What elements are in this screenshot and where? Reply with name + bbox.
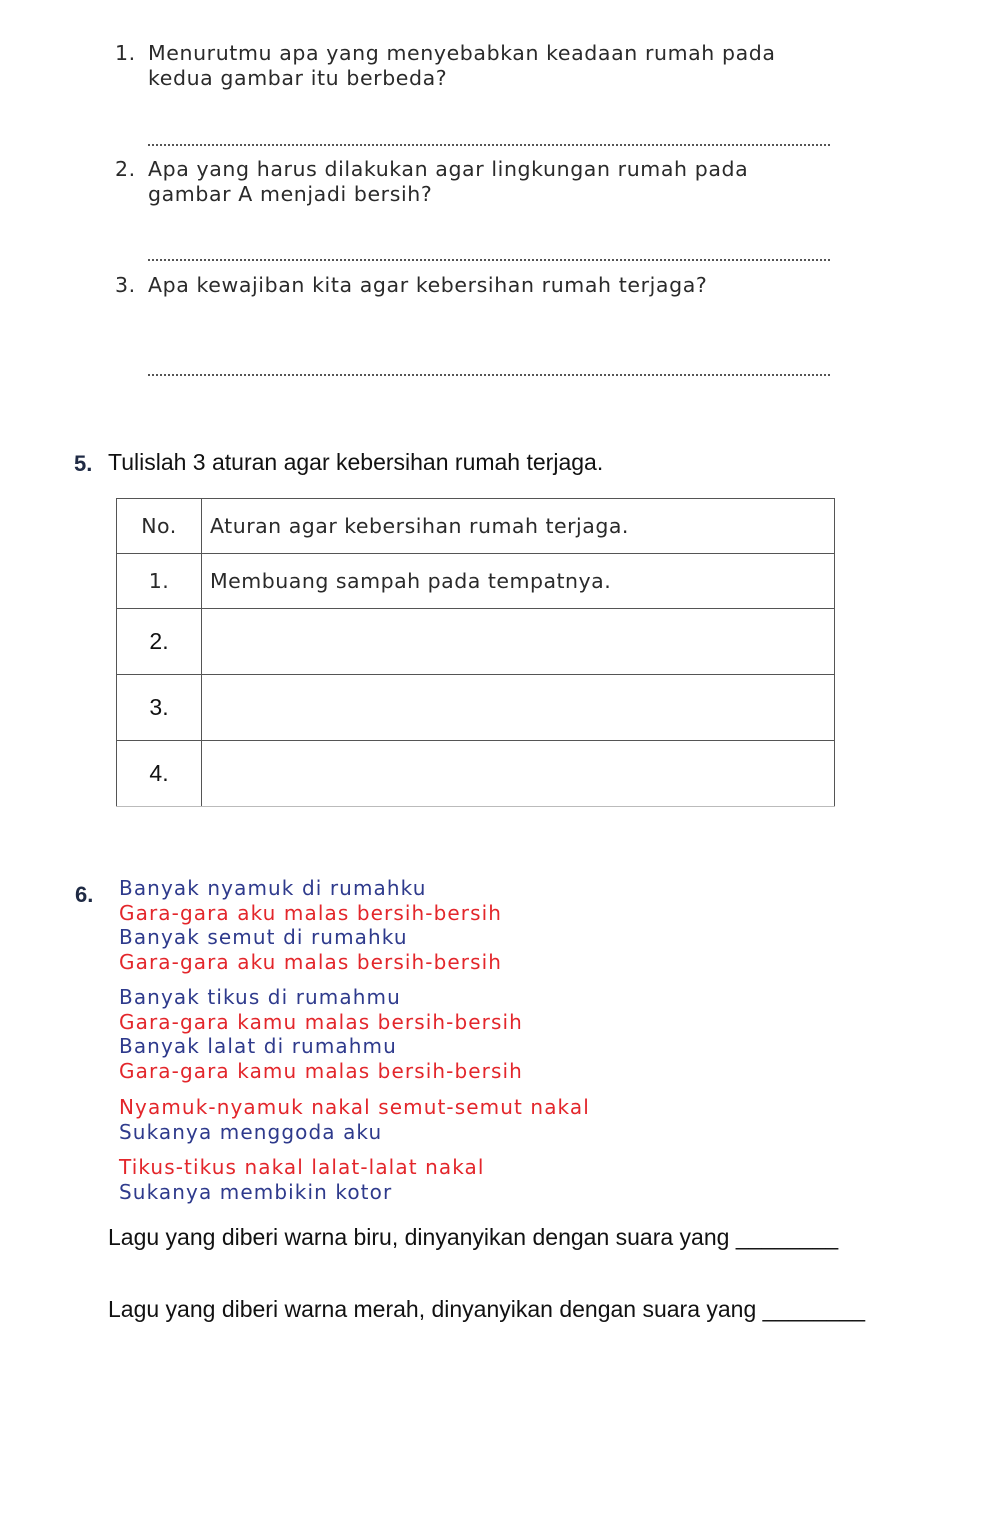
answer-line-3[interactable] xyxy=(148,374,830,376)
row-number: 1. xyxy=(117,554,202,609)
lyric-line-red: Gara-gara aku malas bersih-bersih xyxy=(119,949,503,974)
lyric-line-red: Gara-gara kamu malas bersih-bersih xyxy=(119,1009,523,1034)
question-2 xyxy=(115,157,835,207)
lyric-line-blue: Banyak lalat di rumahmu xyxy=(119,1034,397,1058)
answer-line-2[interactable] xyxy=(148,259,830,261)
row-number: 2. xyxy=(117,609,202,675)
song-verse-4 xyxy=(119,1155,485,1204)
row-rule-input[interactable] xyxy=(202,675,835,741)
answer-line-1[interactable] xyxy=(148,144,830,146)
section-5-number: 5. xyxy=(74,451,93,476)
lyric-line-red: Tikus-tikus nakal lalat-lalat nakal xyxy=(119,1155,485,1179)
rules-table xyxy=(116,498,835,807)
header-no: No. xyxy=(117,499,202,554)
row-number: 3. xyxy=(117,675,202,741)
table-row xyxy=(117,675,835,741)
song-verse-2 xyxy=(119,985,523,1083)
lyric-line-red: Gara-gara aku malas bersih-bersih xyxy=(119,900,503,925)
header-rule: Aturan agar kebersihan rumah terjaga. xyxy=(202,499,835,554)
song-verse-3 xyxy=(119,1095,590,1144)
lyric-line-red: Gara-gara kamu malas bersih-bersih xyxy=(119,1058,523,1083)
lyric-line-blue: Sukanya membikin kotor xyxy=(119,1179,393,1204)
lyric-line-blue: Banyak nyamuk di rumahku xyxy=(119,876,427,900)
question-number: 1. xyxy=(115,41,136,65)
lyric-line-red: Nyamuk-nyamuk nakal semut-semut nakal xyxy=(119,1095,590,1119)
lyric-line-blue: Banyak tikus di rumahmu xyxy=(119,985,401,1009)
row-rule: Membuang sampah pada tempatnya. xyxy=(202,554,835,609)
question-1 xyxy=(115,41,835,91)
song-verse-1 xyxy=(119,876,502,974)
question-number: 2. xyxy=(115,157,136,181)
table-row xyxy=(117,741,835,807)
table-header-row xyxy=(117,499,835,554)
question-blue-voice: Lagu yang diberi warna biru, dinyanyikan dengan suara yang ________ xyxy=(108,1224,839,1250)
question-text: Menurutmu apa yang menyebabkan keadaan rumah pada kedua gambar itu berbeda? xyxy=(148,41,776,90)
question-text: Apa kewajiban kita agar kebersihan rumah terjaga? xyxy=(148,273,708,297)
question-number: 3. xyxy=(115,273,136,297)
question-red-voice: Lagu yang diberi warna merah, dinyanyikan dengan suara yang ________ xyxy=(108,1296,865,1322)
row-rule-input[interactable] xyxy=(202,741,835,807)
question-text: Apa yang harus dilakukan agar lingkungan rumah pada gambar A menjadi bersih? xyxy=(148,157,749,206)
table-row xyxy=(117,609,835,675)
question-3 xyxy=(115,273,835,298)
row-rule-input[interactable] xyxy=(202,609,835,675)
row-number: 4. xyxy=(117,741,202,807)
lyric-line-blue: Sukanya menggoda aku xyxy=(119,1119,383,1144)
section-5-instruction: Tulislah 3 aturan agar kebersihan rumah terjaga. xyxy=(108,449,604,475)
table-row xyxy=(117,554,835,609)
lyric-line-blue: Banyak semut di rumahku xyxy=(119,925,408,949)
section-6-number: 6. xyxy=(75,882,94,907)
